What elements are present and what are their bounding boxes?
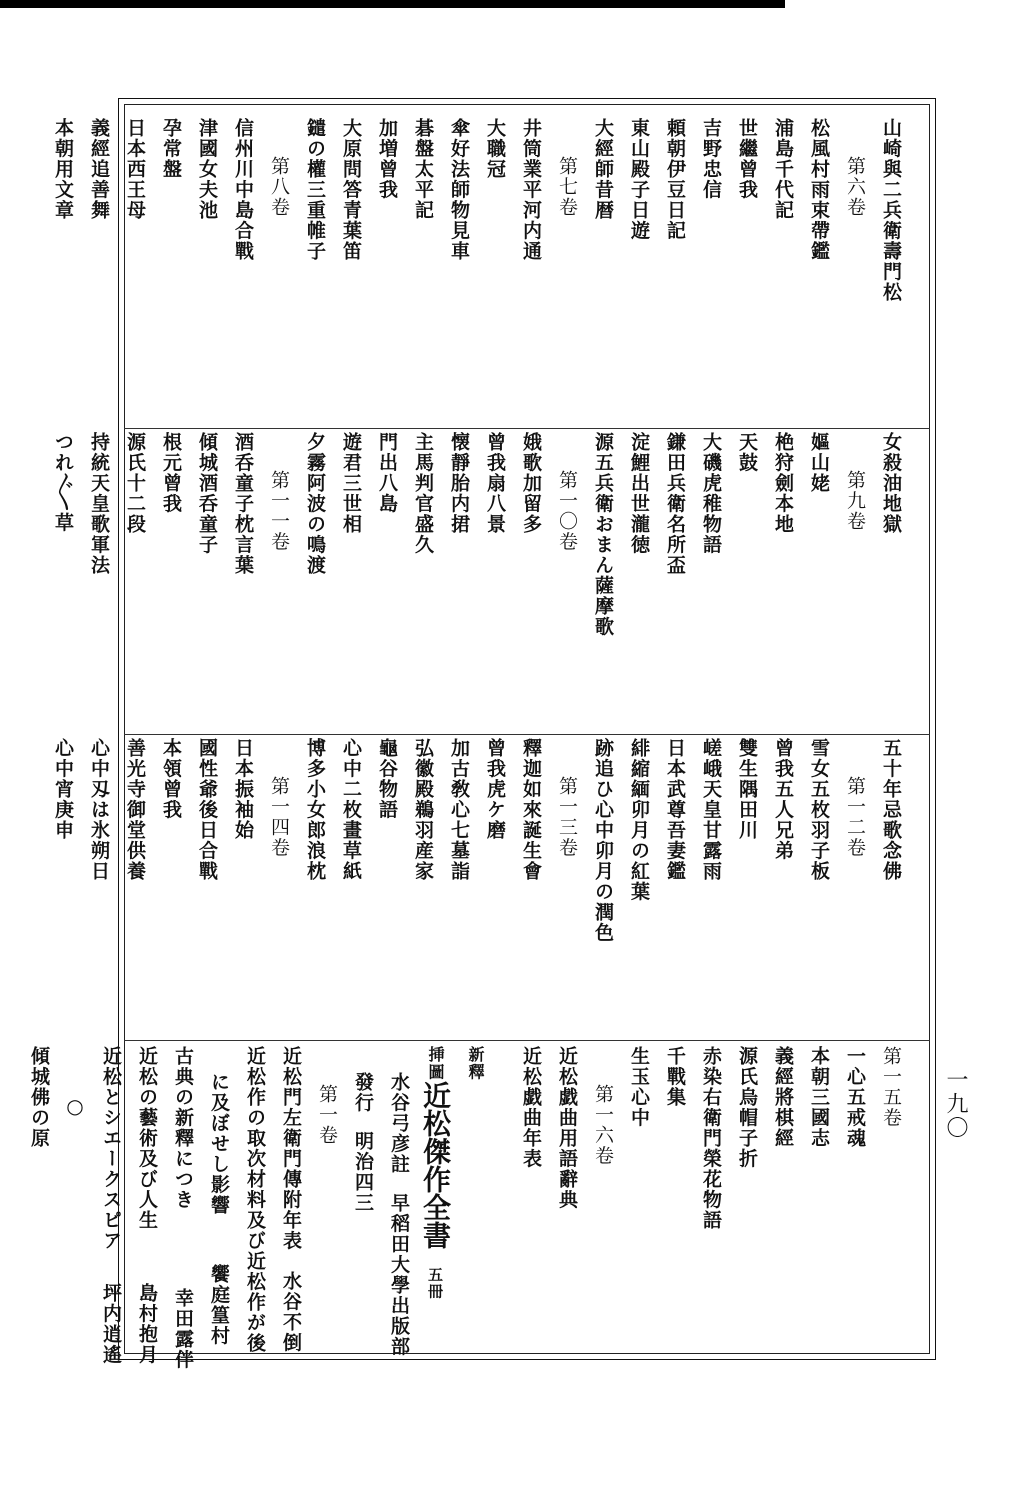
volume-heading: 第九卷 <box>844 470 866 532</box>
work-title: 國性爺後日合戰 <box>196 738 218 882</box>
work-title: 跡追ひ心中卯月の潤色 <box>592 738 614 943</box>
essay-author: 島村抱月 <box>136 1282 158 1365</box>
volume-heading: 第八卷 <box>268 156 290 218</box>
essay-entry <box>168 1046 198 1371</box>
volume-heading: 第一五卷 <box>880 1046 902 1128</box>
tier-divider <box>124 1040 930 1041</box>
essay-title: に及ぼせし影響 <box>208 1072 230 1216</box>
essay-entry <box>204 1046 234 1346</box>
series-issue-date: 明治四三 <box>352 1131 374 1214</box>
work-title: 雙生隅田川 <box>736 738 758 841</box>
essay-author: 水谷不倒 <box>280 1271 302 1354</box>
tier-divider <box>124 428 930 429</box>
work-title: 山崎與二兵衛壽門松 <box>880 118 902 303</box>
page-number: 一九〇 <box>943 1068 968 1140</box>
work-title: 大磯虎稚物語 <box>700 432 722 555</box>
work-title: 源氏烏帽子折 <box>736 1046 758 1169</box>
essay-author: 坪内逍遙 <box>100 1283 122 1366</box>
series-editor: 水谷弓彦註 <box>388 1072 410 1175</box>
work-title: 赤染右衛門榮花物語 <box>700 1046 722 1231</box>
series-title-column <box>420 1046 450 1346</box>
work-title: 東山殿子日遊 <box>628 118 650 241</box>
work-title: 鎌田兵衛名所盃 <box>664 432 686 576</box>
work-title: 夕霧阿波の鳴渡 <box>304 432 326 576</box>
work-title: 女殺油地獄 <box>880 432 902 535</box>
work-title: 鑓の權三重帷子 <box>304 118 326 262</box>
essay-entry <box>132 1046 162 1365</box>
essay-title: 近松とシエークスピア <box>100 1046 122 1251</box>
work-title: 娥歌加留多 <box>520 432 542 535</box>
volume-heading: 第六卷 <box>844 156 866 218</box>
series-issue-line <box>348 1046 378 1346</box>
essay-title: 近松作の取次材料及び近松作が後 <box>244 1046 266 1354</box>
work-title: 浦島千代記 <box>772 118 794 221</box>
work-title: 源氏十二段 <box>124 432 146 535</box>
work-title: 信州川中島合戰 <box>232 118 254 262</box>
series-volumes: 五冊 <box>426 1267 444 1300</box>
work-title: 日本武尊吾妻鑑 <box>664 738 686 882</box>
work-title: 遊君三世相 <box>340 432 362 535</box>
work-title: 井筒業平河内通 <box>520 118 542 262</box>
tier-3 <box>52 738 906 1034</box>
work-title: 吉野忠信 <box>700 118 722 200</box>
essay-entry <box>240 1046 270 1354</box>
work-title: 嵯峨天皇甘露雨 <box>700 738 722 882</box>
work-title: 心中二枚畫草紙 <box>340 738 362 882</box>
work-title: 根元曾我 <box>160 432 182 514</box>
work-title: 曾我虎ケ磨 <box>484 738 506 841</box>
work-title: つれ〴〵草 <box>52 432 74 533</box>
work-title: 淀鯉出世瀧徳 <box>628 432 650 555</box>
series-prefix-bottom: 挿圖 <box>426 1046 445 1081</box>
work-title: 門出八島 <box>376 432 398 514</box>
circle-bullet: ○ <box>63 1094 87 1120</box>
work-title: 釋迦如來誕生會 <box>520 738 542 882</box>
volume-heading: 第一一卷 <box>268 470 290 552</box>
work-title: 善光寺御堂供養 <box>124 738 146 882</box>
scan-top-bar <box>0 0 785 8</box>
work-title: 傾城酒呑童子 <box>196 432 218 555</box>
series-editor-line <box>384 1046 414 1357</box>
work-title: 嫗山姥 <box>808 432 830 494</box>
work-title: 碁盤太平記 <box>412 118 434 221</box>
volume-heading: 第一六卷 <box>592 1084 614 1166</box>
work-title: 源五兵衛おまん薩摩歌 <box>592 432 614 637</box>
work-title: 天鼓 <box>736 432 758 473</box>
work-title: 傾城佛の原 <box>28 1046 50 1149</box>
work-title: 一心五戒魂 <box>844 1046 866 1149</box>
tier-2 <box>52 432 906 728</box>
work-title: 本領曾我 <box>160 738 182 820</box>
essay-title: 古典の新釋につき <box>172 1046 194 1210</box>
work-title: 近松戯曲用語辭典 <box>556 1046 578 1210</box>
series-issue-label: 發行 <box>352 1072 374 1113</box>
work-title: 龜谷物語 <box>376 738 398 820</box>
work-title: 義經將棋經 <box>772 1046 794 1149</box>
volume-heading: 第一三卷 <box>556 776 578 858</box>
work-title: 義經追善舞 <box>88 118 110 221</box>
tier-1 <box>52 118 906 418</box>
work-title: 傘好法師物見車 <box>448 118 470 262</box>
essay-entry <box>96 1046 126 1366</box>
volume-heading: 第一〇卷 <box>556 470 578 552</box>
volume-heading: 第一四卷 <box>268 776 290 858</box>
work-title: 持統天皇歌軍法 <box>88 432 110 576</box>
work-title: 生玉心中 <box>628 1046 650 1128</box>
work-title: 松風村雨束帶鑑 <box>808 118 830 262</box>
work-title: 曾我五人兄弟 <box>772 738 794 861</box>
work-title: 大經師昔暦 <box>592 118 614 221</box>
essay-title: 近松の藝術及び人生 <box>136 1046 158 1231</box>
work-title: 心中刄は氷朔日 <box>88 738 110 882</box>
tier-4 <box>28 1046 906 1371</box>
work-title: 日本振袖始 <box>232 738 254 841</box>
series-prefix-top: 新釋 <box>466 1046 485 1081</box>
essay-author: 饗庭篁村 <box>208 1263 230 1346</box>
essay-title: 近松門左衛門傳附年表 <box>280 1046 302 1251</box>
essay-entry <box>276 1046 306 1354</box>
series-publisher: 早稻田大學出版部 <box>388 1192 410 1357</box>
work-title: 孕常盤 <box>160 118 182 180</box>
work-title: 千戰集 <box>664 1046 686 1108</box>
volume-heading: 第一二卷 <box>844 776 866 858</box>
work-title: 雪女五枚羽子板 <box>808 738 830 882</box>
series-title: 近松傑作全書 <box>419 1081 452 1249</box>
work-title: 栬狩劍本地 <box>772 432 794 535</box>
work-title: 酒呑童子枕言葉 <box>232 432 254 576</box>
work-title: 津國女夫池 <box>196 118 218 221</box>
work-title: 主馬判官盛久 <box>412 432 434 555</box>
work-title: 頼朝伊豆日記 <box>664 118 686 241</box>
work-title: 緋縮緬卯月の紅葉 <box>628 738 650 902</box>
volume-heading: 第一卷 <box>316 1084 338 1146</box>
volume-heading: 第七卷 <box>556 156 578 218</box>
tier-divider <box>124 734 930 735</box>
work-title: 博多小女郎浪枕 <box>304 738 326 882</box>
work-title: 日本西王母 <box>124 118 146 221</box>
work-title: 加古敎心七墓詣 <box>448 738 470 882</box>
work-title: 懐靜胎内捃 <box>448 432 470 535</box>
work-title: 加増曾我 <box>376 118 398 200</box>
work-title: 大職冠 <box>484 118 506 180</box>
work-title: 世繼曾我 <box>736 118 758 200</box>
work-title: 心中宵庚申 <box>52 738 74 841</box>
work-title: 曾我扇八景 <box>484 432 506 535</box>
work-title: 本朝三國志 <box>808 1046 830 1149</box>
work-title: 五十年忌歌念佛 <box>880 738 902 882</box>
work-title: 近松戯曲年表 <box>520 1046 542 1169</box>
work-title: 大原問答青葉笛 <box>340 118 362 262</box>
series-heading <box>460 1046 490 1346</box>
work-title: 本朝用文章 <box>52 118 74 221</box>
work-title: 弘徽殿鵜羽産家 <box>412 738 434 882</box>
essay-author: 幸田露伴 <box>172 1288 194 1371</box>
